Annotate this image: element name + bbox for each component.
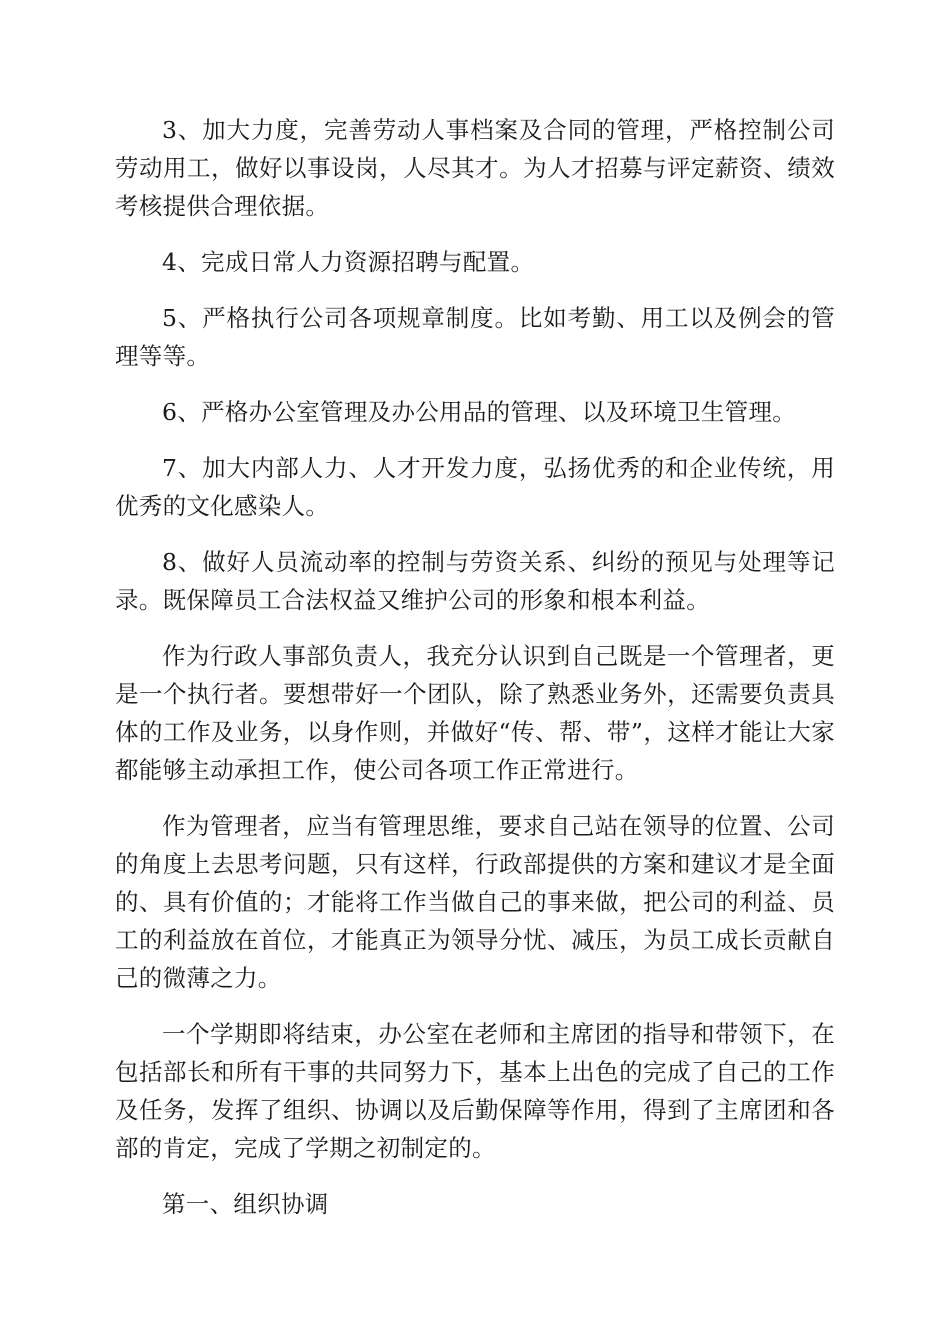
paragraph-item-6: 6、严格办公室管理及办公用品的管理、以及环境卫生管理。 xyxy=(162,398,797,426)
paragraph-item-8: 8、做好人员流动率的控制与劳资关系、纠纷的预见与处理等记录。既保障员工合法权益又维护公司的形象和根本利益。 xyxy=(115,548,835,614)
section-heading-organization: 第一、组织协调 xyxy=(162,1190,329,1218)
paragraph-item-4: 4、完成日常人力资源招聘与配置。 xyxy=(162,248,535,276)
paragraph-item-3: 3、加大力度，完善劳动人事档案及合同的管理，严格控制公司劳动用工，做好以事设岗，人尽其才。为人才招募与评定薪资、绩效考核提供合理依据。 xyxy=(115,116,835,220)
paragraph-manager-role: 作为行政人事部负责人，我充分认识到自己既是一个管理者，更是一个执行者。要想带好一个团队，除了熟悉业务外，还需要负责具体的工作及业务，以身作则，并做好“传、帮、带”，这样才能让大家都能够主动承担工作，使公司各项工作正常进行。 xyxy=(115,642,835,784)
paragraph-item-5: 5、严格执行公司各项规章制度。比如考勤、用工以及例会的管理等等。 xyxy=(115,304,835,370)
paragraph-item-7: 7、加大内部人力、人才开发力度，弘扬优秀的和企业传统，用优秀的文化感染人。 xyxy=(115,454,835,520)
document-body xyxy=(115,111,835,1241)
paragraph-semester-summary: 一个学期即将结束，办公室在老师和主席团的指导和带领下，在包括部长和所有干事的共同努力下，基本上出色的完成了自己的工作及任务，发挥了组织、协调以及后勤保障等作用，得到了主席团和各部的肯定，完成了学期之初制定的。 xyxy=(115,1020,835,1162)
paragraph-management-thinking: 作为管理者，应当有管理思维，要求自己站在领导的位置、公司的角度上去思考问题，只有这样，行政部提供的方案和建议才是全面的、具有价值的；才能将工作当做自己的事来做，把公司的利益、员工的利益放在首位，才能真正为领导分忧、减压，为员工成长贡献自己的微薄之力。 xyxy=(115,812,835,992)
